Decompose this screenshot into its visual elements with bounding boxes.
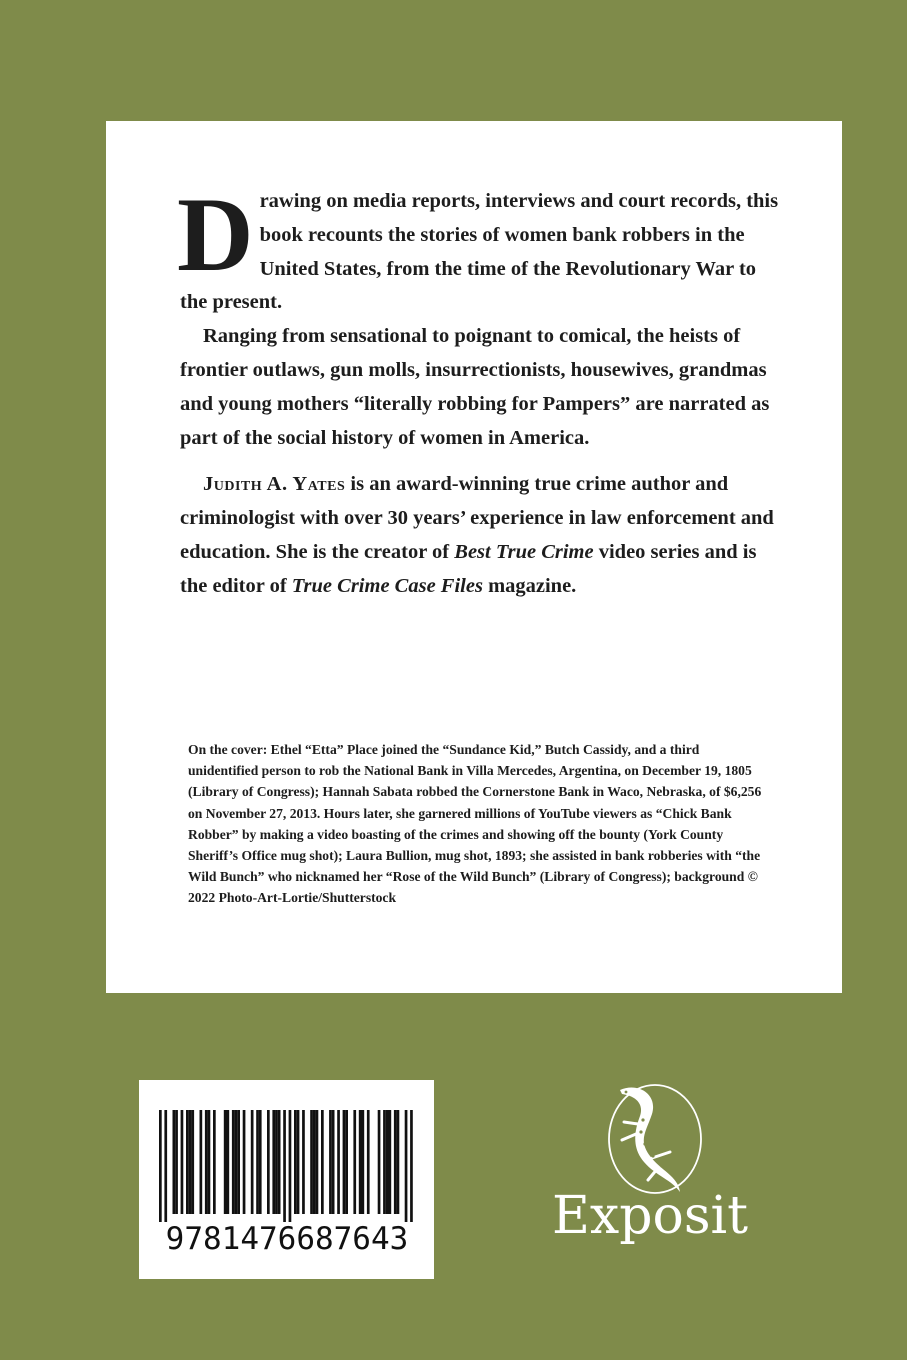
- description-paragraph-1: [177, 176, 780, 320]
- author-name: Judith A. Yates: [203, 473, 346, 496]
- drop-cap: D: [177, 176, 254, 293]
- bio-text-2: video series and is the editor of: [180, 540, 757, 597]
- back-cover-text-panel: [106, 121, 842, 993]
- cover-credit: On the cover: Ethel “Etta” Place joined the “Sundance Kid,” Butch Cassidy, and a third unidentified person to rob the National Bank in Villa Mercedes, Argentina, on December 19, 1805 (Library of Congress); Hannah Sabata robbed the Cornerstone Bank in Waco, Nebraska, of $6,256 on November 27, 2013. Hours later, she garnered millions of YouTube viewers as “Chick Bank Robber” by making a video boasting of the crimes and showing off the bounty (York County Sheriff’s Office mug shot); Laura Bullion, mug shot, 1893; she assisted in bank robberies with “the Wild Bunch” who nicknamed her “Rose of the Wild Bunch” (Library of Congress); background © 2022 Photo-Art-Lortie/Shutterstock: [188, 742, 762, 906]
- isbn-number: 9781476687643: [165, 1221, 409, 1257]
- author-bio: [180, 468, 780, 603]
- book-description: [177, 176, 780, 604]
- barcode-icon: [159, 1110, 415, 1222]
- bio-text-1: is an award-winning true crime author and criminologist with over 30 years’ experience in law enforcement and education. She is the creator of: [180, 473, 774, 563]
- description-text-1: rawing on media reports, interviews and court records, this book recounts the stories of women bank robbers in the United States, from the time of the Revolutionary War to the present.: [180, 190, 779, 314]
- bio-text-3: magazine.: [482, 574, 577, 597]
- salamander-icon: [600, 1080, 710, 1198]
- bio-title-1: Best True Crime: [454, 540, 594, 563]
- bio-title-2: True Crime Case Files: [291, 574, 483, 597]
- description-paragraph-2: Ranging from sensational to poignant to comical, the heists of frontier outlaws, gun molls, insurrectionists, housewives, grandmas and young mothers “literally robbing for Pampers” are narrated as part of the social history of women in America.: [180, 325, 770, 449]
- publisher-name: Exposit: [551, 1186, 749, 1246]
- barcode-box: [139, 1080, 434, 1279]
